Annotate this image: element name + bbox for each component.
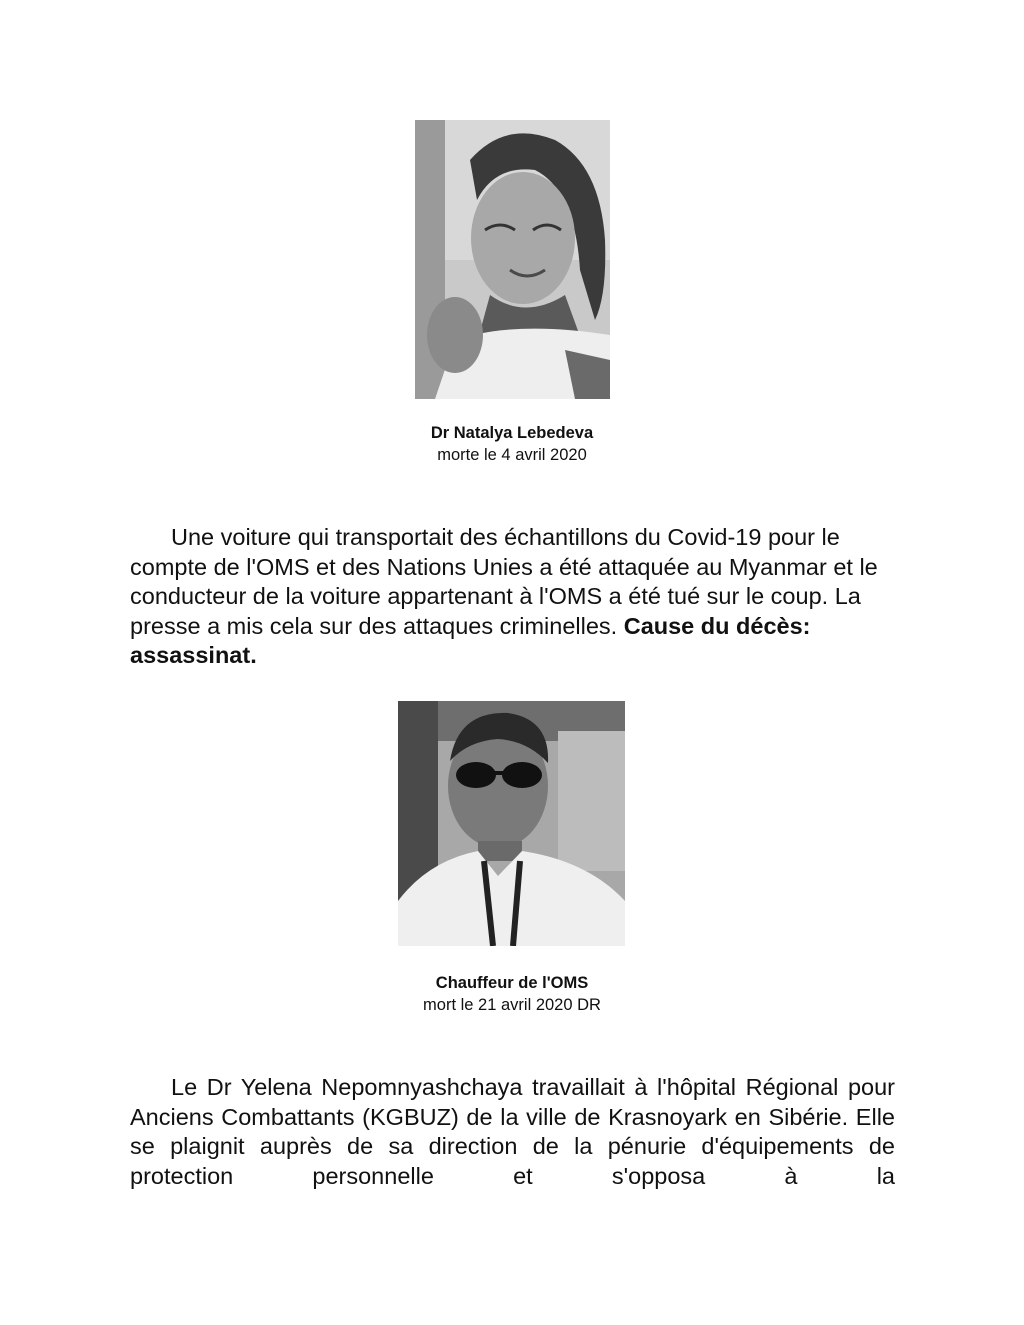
portrait-illustration bbox=[398, 701, 625, 946]
paragraph-1-bold-text: Cause du décès: assassinat. bbox=[130, 612, 811, 669]
caption-name: Chauffeur de l'OMS bbox=[435, 974, 589, 992]
portrait-photo-chauffeur bbox=[398, 701, 625, 946]
paragraph-1-text: Une voiture qui transportait des échantillons du Covid-19 pour le compte de l'OMS et des Nations Unies a été attaquée au Myanmar et le conducteur de la voiture appartenant à l'OMS a été tué sur le coup. La presse a mis cela sur des attaques criminelles. bbox=[130, 524, 878, 639]
paragraph-2: Le Dr Yelena Nepomnyashchaya travaillait à l'hôpital Régional pour Anciens Combattants (KGBUZ) de la ville de Krasnoyark en Sibérie. Elle se plaignit auprès de sa direction de la pénurie d'équipements de protection personnelle et s'opposa à la bbox=[130, 1074, 895, 1189]
caption-date: morte le 4 avril 2020 bbox=[437, 446, 587, 464]
portrait-illustration bbox=[415, 120, 610, 399]
paragraph-1 bbox=[130, 523, 895, 671]
caption-name: Dr Natalya Lebedeva bbox=[430, 424, 594, 442]
figure-caption-1 bbox=[0, 422, 1024, 466]
caption-date: mort le 21 avril 2020 DR bbox=[423, 996, 601, 1014]
portrait-photo-natalya-lebedeva bbox=[415, 120, 610, 399]
figure-caption-2 bbox=[0, 972, 1024, 1016]
